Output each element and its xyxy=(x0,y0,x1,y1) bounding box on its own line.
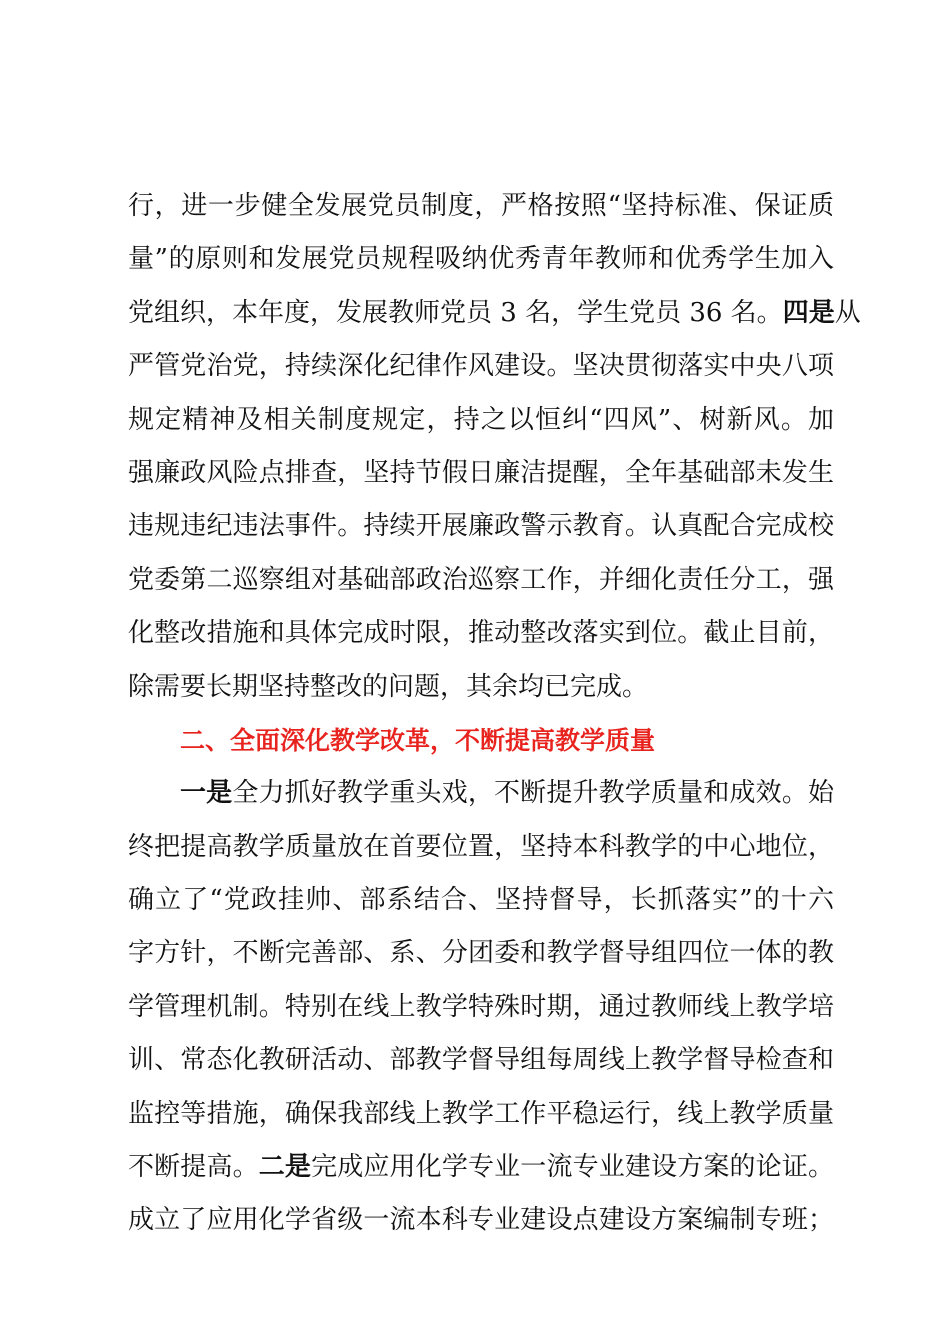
paragraph-line: 化整改措施和具体完成时限，推动整改落实到位。截止目前， xyxy=(128,618,834,649)
paragraph-line: 量”的原则和发展党员规程吸纳优秀青年教师和优秀学生加入 xyxy=(128,244,834,275)
text-run: 从 xyxy=(834,297,861,328)
paragraph-line: 强廉政风险点排查，坚持节假日廉洁提醒，全年基础部未发生 xyxy=(128,457,834,488)
paragraph-line: 学管理机制。特别在线上教学特殊时期，通过教师线上教学培 xyxy=(128,991,834,1022)
paragraph-line: 行，进一步健全发展党员制度，严格按照“坚持标准、保证质 xyxy=(128,191,834,221)
paragraph-line xyxy=(128,1141,834,1194)
section-heading: 二、全面深化教学改革，不断提高教学质量 xyxy=(180,725,656,755)
document-body xyxy=(128,180,861,1248)
text-run: 完成应用化学专业一流专业建设方案的论证。 xyxy=(311,1152,834,1183)
text-run: 全力抓好教学重头戏，不断提升教学质量和成效。始 xyxy=(232,778,834,809)
bold-marker: 四是 xyxy=(782,297,835,328)
bold-marker: 一是 xyxy=(180,778,233,809)
paragraph-line: 成立了应用化学省级一流本科专业建设点建设方案编制专班； xyxy=(128,1205,834,1236)
bold-marker: 二是 xyxy=(258,1152,312,1183)
paragraph-line: 严管党治党，持续深化纪律作风建设。坚决贯彻落实中央八项 xyxy=(128,351,834,382)
paragraph-line: 党委第二巡察组对基础部政治巡察工作，并细化责任分工，强 xyxy=(128,564,834,595)
paragraph-line: 除需要长期坚持整改的问题，其余均已完成。 xyxy=(128,671,649,702)
paragraph-line: 违规违纪违法事件。持续开展廉政警示教育。认真配合完成校 xyxy=(128,511,834,542)
paragraph-line: 终把提高教学质量放在首要位置，坚持本科教学的中心地位， xyxy=(128,831,834,862)
paragraph-line: 确立了“党政挂帅、部系结合、坚持督导，长抓落实”的十六 xyxy=(128,885,834,916)
paragraph-line xyxy=(128,287,861,340)
paragraph-line: 监控等措施，确保我部线上教学工作平稳运行，线上教学质量 xyxy=(128,1098,834,1129)
paragraph-line: 规定精神及相关制度规定，持之以恒纠“四风”、树新风。加 xyxy=(128,404,834,435)
paragraph-line: 训、常态化教研活动、部教学督导组每周线上教学督导检查和 xyxy=(128,1045,834,1076)
text-run: 不断提高。 xyxy=(128,1152,259,1183)
paragraph-line xyxy=(128,767,834,820)
paragraph-line: 字方针，不断完善部、系、分团委和教学督导组四位一体的教 xyxy=(128,938,834,969)
text-run: 党组织，本年度，发展教师党员 3 名，学生党员 36 名。 xyxy=(128,297,783,328)
